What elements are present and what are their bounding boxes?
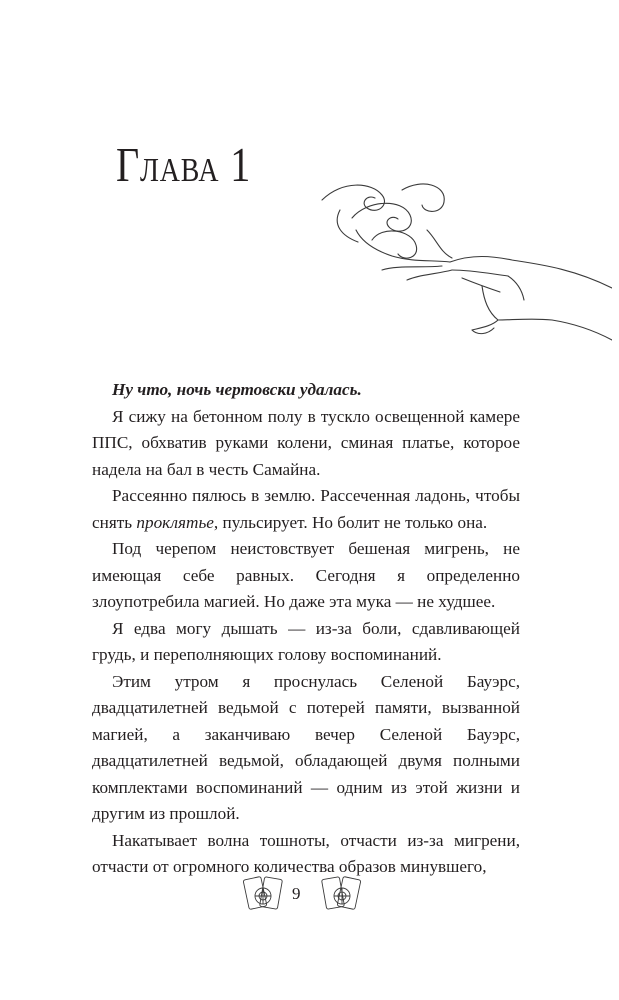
paragraph: Этим утром я проснулась Селеной Бауэрс, двадцатилетней ведьмой с потерей памяти, вызванной магией, а заканчиваю вечер Селеной Бауэрс, двадцатилетней ведьмой, обладающей двумя полными комплектами воспоминаний — одним из этой жизни и другим из прошлой. [92, 671, 520, 823]
paragraph: Накатывает волна тошноты, отчасти из-за мигрени, отчасти от огромного количества образов минувшего, [92, 830, 520, 876]
chapter-title: Глава 1 [116, 137, 252, 192]
italic-word: проклятье [136, 512, 214, 532]
text-run: Рассеянно пялюсь в землю. Рассеченная ладонь, чтобы снять [92, 486, 520, 532]
body-text [92, 377, 520, 881]
paragraph: Я сижу на бетонном полу в тускло освещенной камере ППС, обхватив руками колени, сминая платье, которое надела на бал в честь Самайна. [92, 406, 520, 479]
paragraph [92, 483, 520, 536]
epigraph: Ну что, ночь чертовски удалась. [112, 380, 362, 399]
tarot-cards-ornament-icon [242, 872, 288, 916]
paragraph: Под черепом неистовствует бешеная мигрень, не имеющая себе равных. Сегодня я определенно злоупотребила магией. Но даже эта мука — не худшее. [92, 539, 520, 611]
page-footer [0, 872, 619, 922]
paragraph: Я едва могу дышать — из-за боли, сдавливающей грудь, и переполняющих голову воспоминаний. [92, 618, 520, 664]
text-run: , пульсирует. Но болит не только она. [213, 512, 488, 532]
page-number: 9 [292, 884, 301, 903]
tarot-cards-ornament-icon [318, 872, 364, 916]
hand-with-smoke-illustration [312, 170, 612, 350]
